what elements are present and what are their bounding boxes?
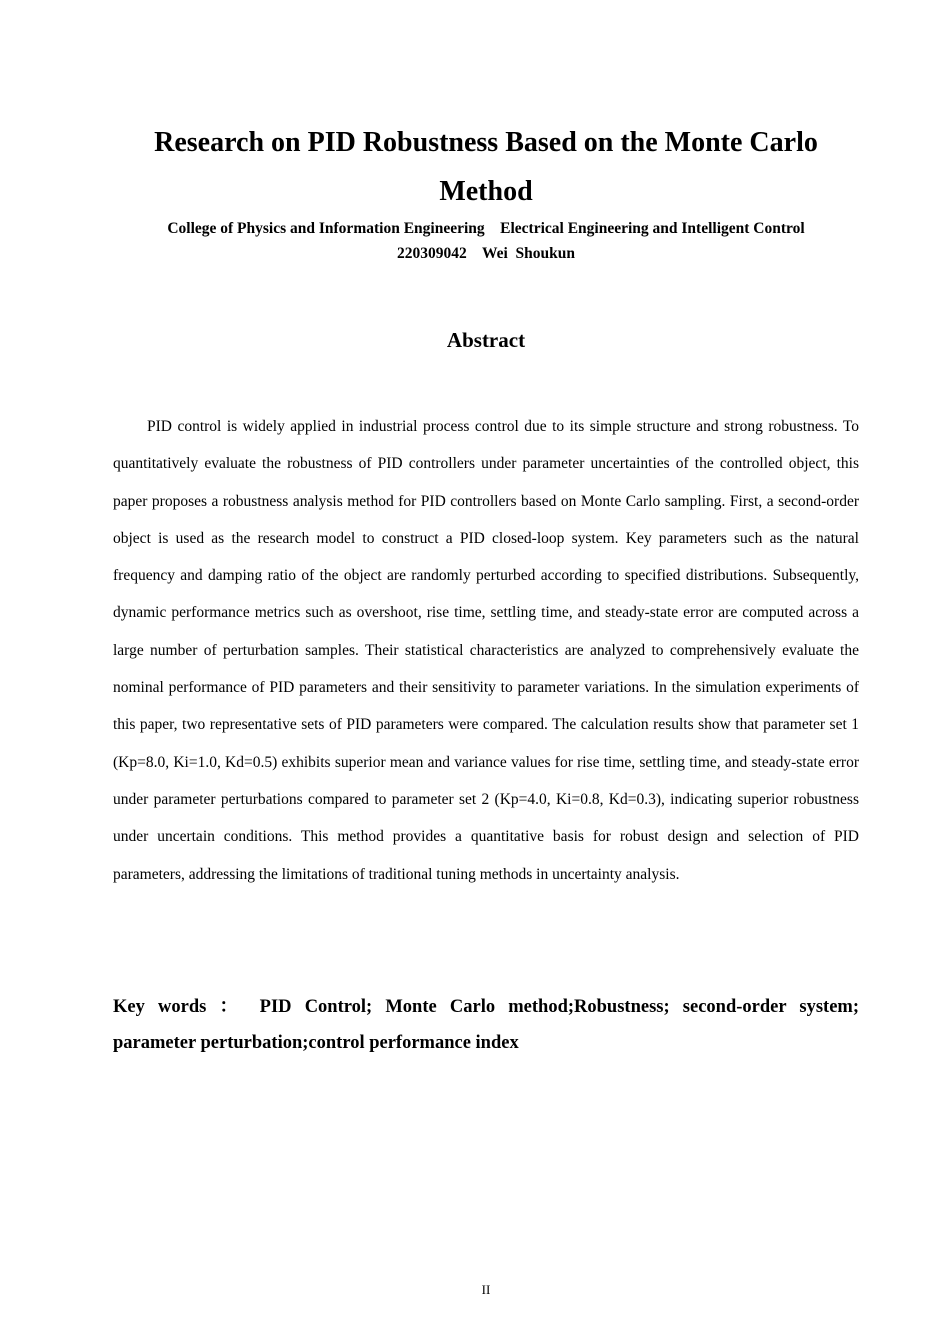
page-number: II	[481, 1282, 491, 1297]
affiliation-line: College of Physics and Information Engineering Electrical Engineering and Intelligent Control	[167, 220, 805, 237]
keywords-line: Key words ： PID Control; Monte Carlo method;Robustness; second-order system; parameter perturbation;control performance index	[113, 997, 859, 1053]
abstract-heading: Abstract	[446, 328, 526, 352]
paper-title: Research on PID Robustness Based on the Monte Carlo Method	[154, 127, 818, 207]
abstract-paragraph: PID control is widely applied in industrial process control due to its simple structure and strong robustness. To quantitatively evaluate the robustness of PID controllers under parameter uncertainties of the controlled object, this paper proposes a robustness analysis method for PID controllers based on Monte Carlo sampling. First, a second-order object is used as the research model to construct a PID closed-loop system. Key parameters such as the natural frequency and damping ratio of the object are randomly perturbed according to specified distributions. Subsequently, dynamic performance metrics such as overshoot, rise time, settling time, and steady-state error are computed across a large number of perturbation samples. Their statistical characteristics are analyzed to comprehensively evaluate the nominal performance of PID parameters and their sensitivity to parameter variations. In the simulation experiments of this paper, two representative sets of PID parameters were compared. The calculation results show that parameter set 1 (Kp=8.0, Ki=1.0, Kd=0.5) exhibits superior mean and variance values for rise time, settling time, and steady-state error under parameter perturbations compared to parameter set 2 (Kp=4.0, Ki=0.8, Kd=0.3), indicating superior robustness under uncertain conditions. This method provides a quantitative basis for robust design and selection of PID parameters, addressing the limitations of traditional tuning methods in uncertainty analysis.	[113, 418, 859, 883]
student-id-and-author: 220309042 Wei Shoukun	[396, 245, 576, 262]
